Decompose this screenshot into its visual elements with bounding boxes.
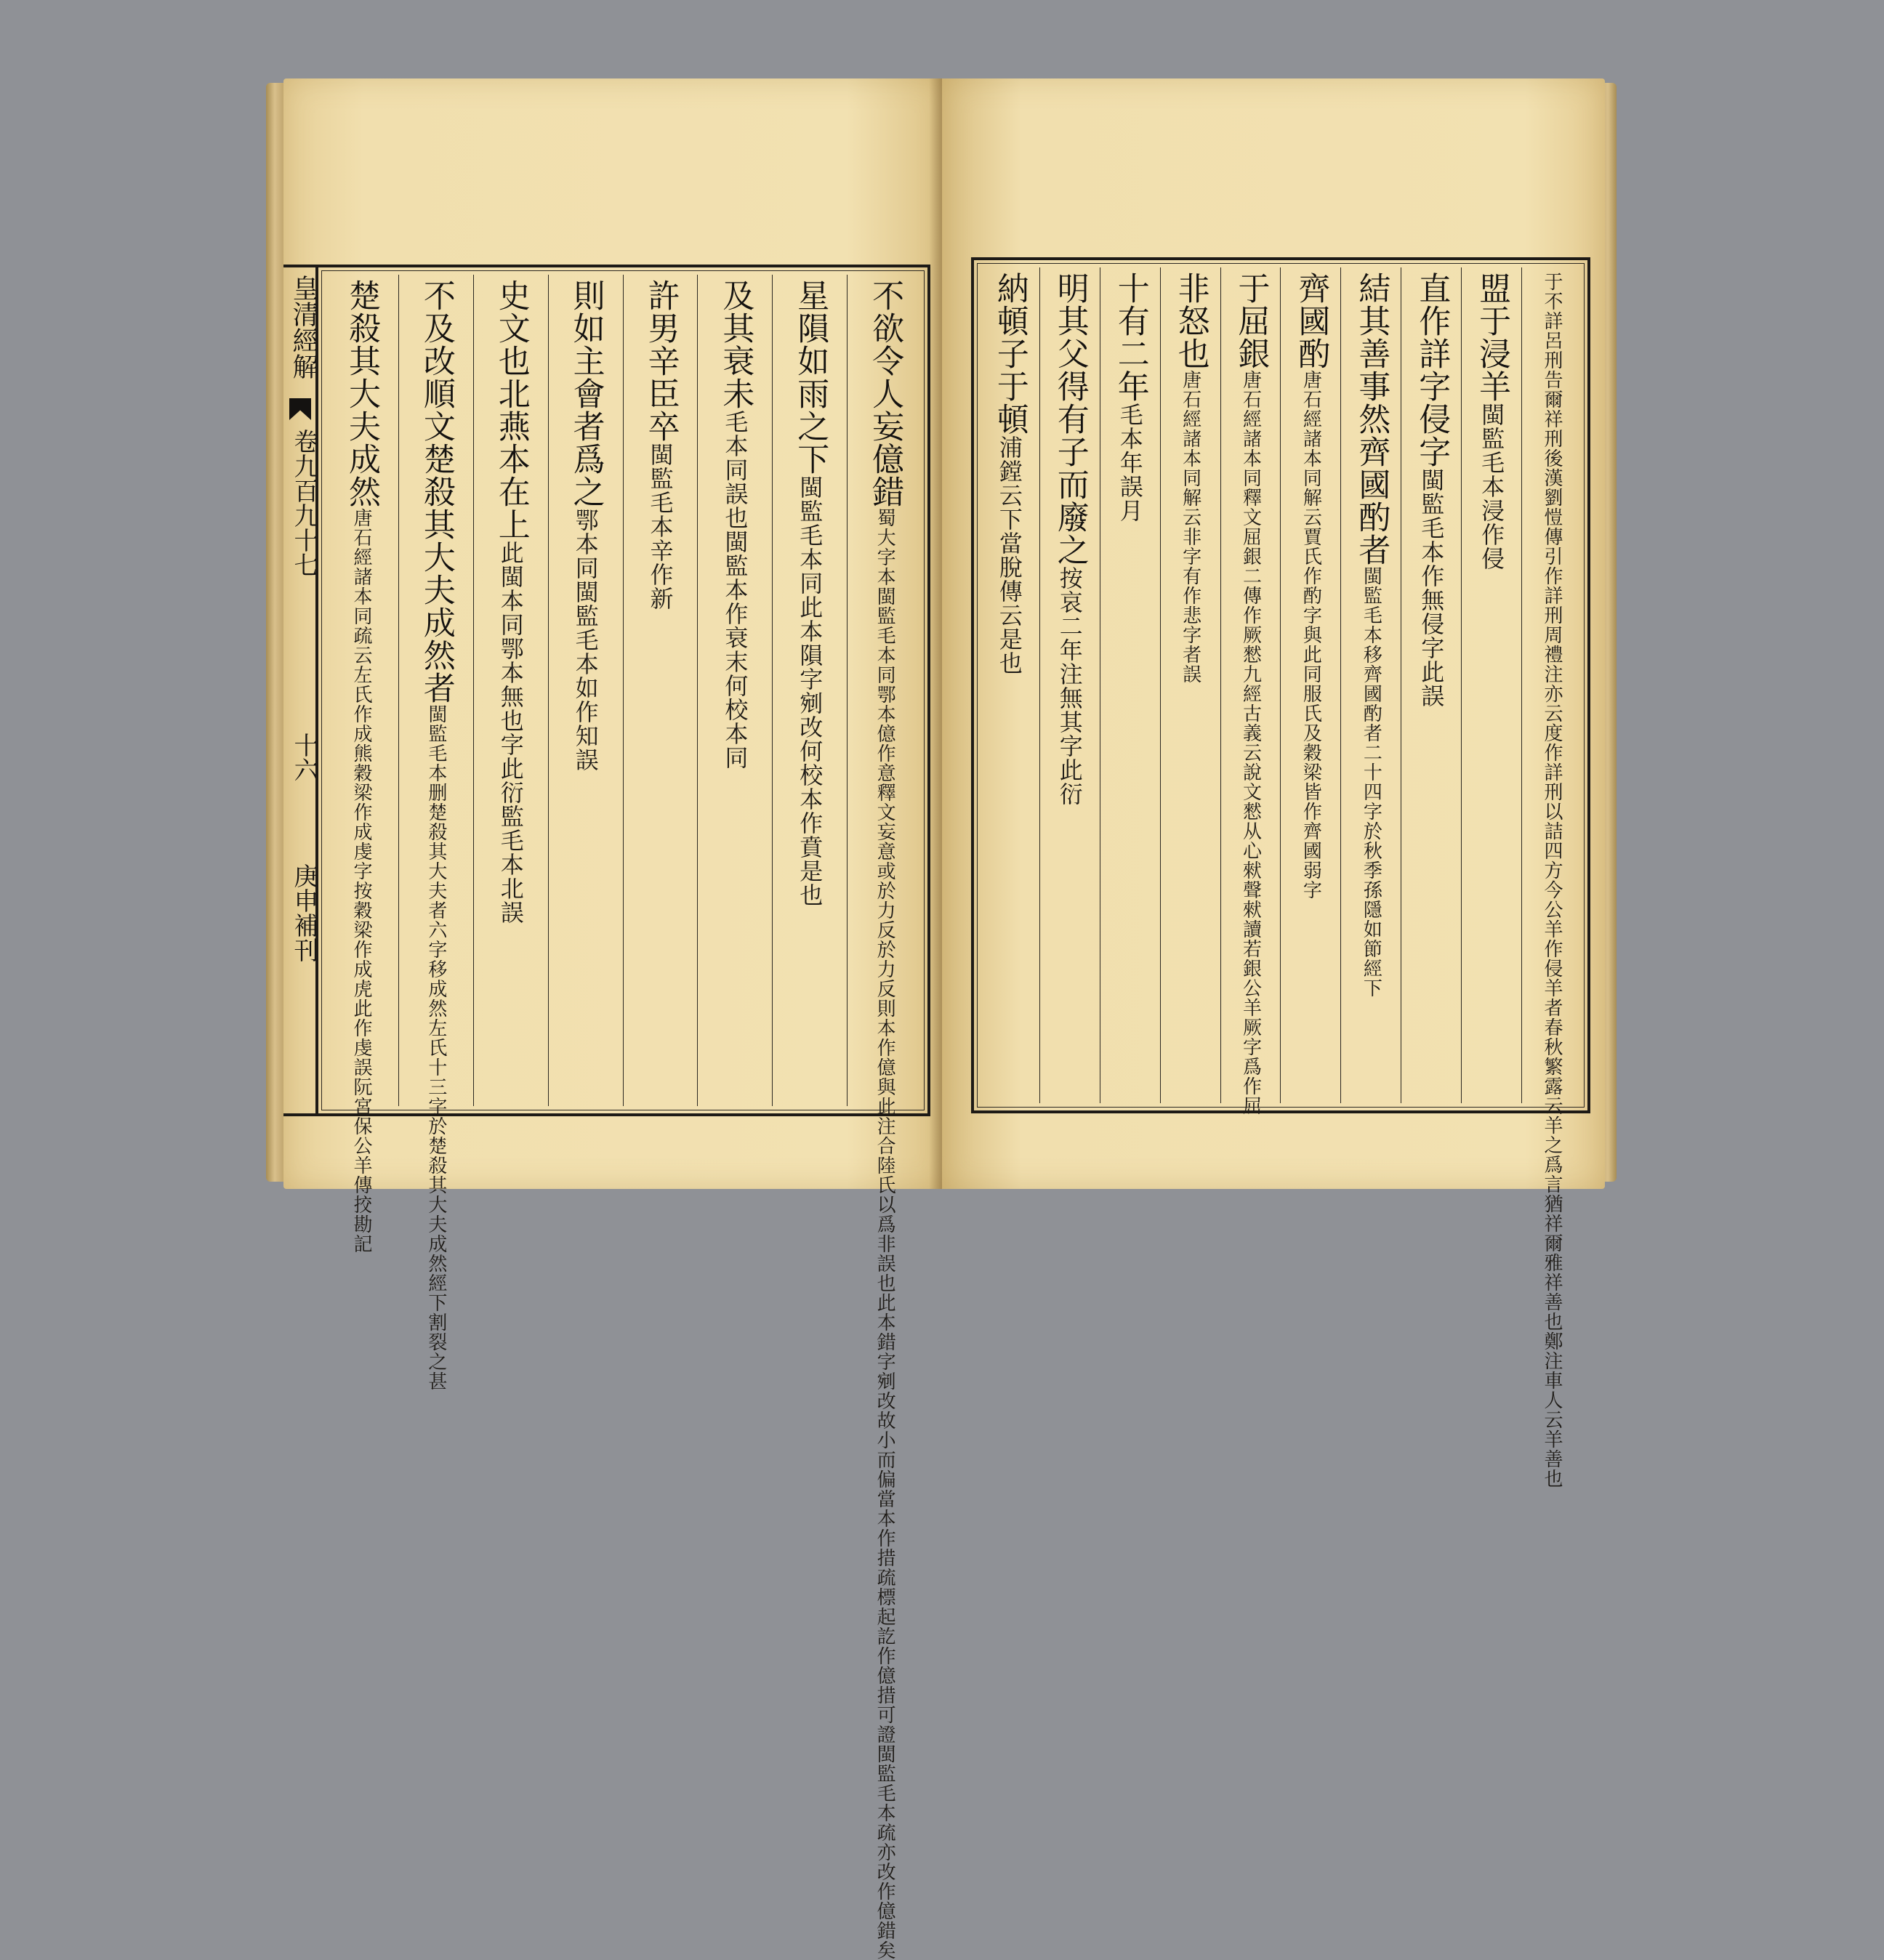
annotation-text: 閩監毛本移齊國酌者二十四字於秋季孫隱如節經下: [1360, 566, 1382, 998]
banxin-title: 皇清經解: [289, 275, 318, 379]
right-page: [942, 78, 1605, 1488]
text-column: [772, 275, 847, 1106]
main-text: 星隕如雨之下: [792, 279, 829, 475]
text-column: [1340, 267, 1401, 1103]
annotation-text: 此閩本同鄂本無也字此衍監毛本北誤: [496, 541, 525, 924]
annotation-text: 唐石經諸本同解云賈氏作酌字與此同服氏及穀梁皆作齊國弱字: [1300, 370, 1322, 900]
annotation-text: 蜀大字本閩監毛本同鄂本億作意釋文妄意或於力反於力反則本作億與此注合陸氏以爲非誤也此本錯字剜改故小而偏當本作措疏標起訖作億措可證閩監毛本疏亦改作億錯矣: [874, 508, 896, 1960]
annotation-text: 毛本年誤月: [1116, 403, 1144, 523]
main-text: 則如主會者爲之: [567, 279, 605, 508]
text-column: [1220, 267, 1281, 1116]
open-book: [270, 78, 1611, 1960]
annotation-text: 浦鏜云下當脫傳云是也: [995, 435, 1023, 675]
annotation-text: 閩監毛本辛作新: [646, 443, 675, 610]
main-text: 許男辛臣卒: [642, 279, 680, 443]
main-text: 不及改順文楚殺其大夫成然者: [417, 279, 455, 704]
right-columns: [980, 267, 1582, 1488]
main-text: 明其父得有子而廢之: [1051, 272, 1089, 566]
annotation-text: 毛本同誤也閩監本作衰末何校本同: [721, 410, 749, 770]
main-text: 納頓子于頓: [991, 272, 1028, 435]
annotation-text: 閩監毛本同此本隕字剜改何校本作賁是也: [796, 475, 824, 907]
text-column: [1521, 267, 1582, 1488]
main-text: 史文也北燕本在上: [492, 279, 530, 541]
annotation-text: 鄂本同閩監毛本如作知誤: [571, 508, 600, 772]
main-text: 齊國酌: [1292, 272, 1330, 370]
text-column: [398, 275, 473, 1391]
annotation-text: 按哀二年注無其字此衍: [1055, 566, 1084, 806]
text-column: [1401, 267, 1461, 1103]
text-column: [1039, 267, 1100, 1103]
main-text: 十有二年: [1111, 272, 1149, 403]
main-text: 結其善事然齊國酌者: [1353, 272, 1390, 566]
annotation-text: 閩監毛本删楚殺其大夫者六字移成然左氏十三字於楚殺其大夫成然經下割裂之甚: [424, 704, 447, 1391]
right-text-frame: [971, 257, 1590, 1488]
text-column: [1280, 267, 1340, 1103]
text-column: [980, 267, 1039, 1103]
text-column: [697, 275, 772, 1106]
annotation-text: 唐石經諸本同疏云左氏作成熊穀梁作成虔字按穀梁作成虎此作虔誤阮宮保公羊傳挍勘記: [350, 508, 372, 1254]
annotation-text: 唐石經諸本同解云非字有作悲字者誤: [1179, 370, 1201, 684]
annotation-text: 唐石經諸本同釋文屈銀二傳作厥憖九經古義云說文憖从心猌聲猌讀若銀公羊厥字爲作屈: [1239, 370, 1262, 1116]
text-column: [548, 275, 623, 1106]
text-column: [324, 275, 398, 1254]
text-column: [1100, 267, 1160, 1103]
main-text: 盟于浸羊: [1473, 272, 1511, 403]
text-column: [623, 275, 698, 1106]
left-text-frame: [315, 265, 930, 1960]
annotation-text: 閩監毛本作無侵字此誤: [1417, 468, 1446, 708]
banxin-page: 十六: [289, 733, 318, 782]
banxin-margin: [283, 265, 318, 1116]
main-text: 非怒也: [1172, 272, 1209, 370]
left-page: [283, 78, 946, 1960]
annotation-text: 于不詳呂刑告爾祥刑後漢劉愷傳引作詳刑周禮注亦云度作詳刑以詰四方今公羊作侵羊者春秋繁露云羊之爲言猶祥爾雅祥善也鄭注車人云羊善也: [1541, 272, 1563, 1488]
text-column: [473, 275, 548, 1106]
main-text: 不欲令人妄億錯: [866, 279, 904, 508]
left-columns: [324, 275, 922, 1960]
text-column: [1461, 267, 1521, 1103]
banxin-volume: 卷九百九十七: [289, 429, 318, 577]
banxin-footer: 庚申補刊: [289, 863, 318, 962]
text-column: [1160, 267, 1220, 1103]
main-text: 直作詳字侵字: [1413, 272, 1451, 468]
main-text: 于屈銀: [1232, 272, 1270, 370]
fishtail-mark: [289, 398, 311, 420]
annotation-text: 閩監毛本浸作侵: [1478, 403, 1506, 570]
main-text: 楚殺其大夫成然: [342, 279, 380, 508]
text-column: [847, 275, 922, 1960]
main-text: 及其衰未: [717, 279, 754, 410]
